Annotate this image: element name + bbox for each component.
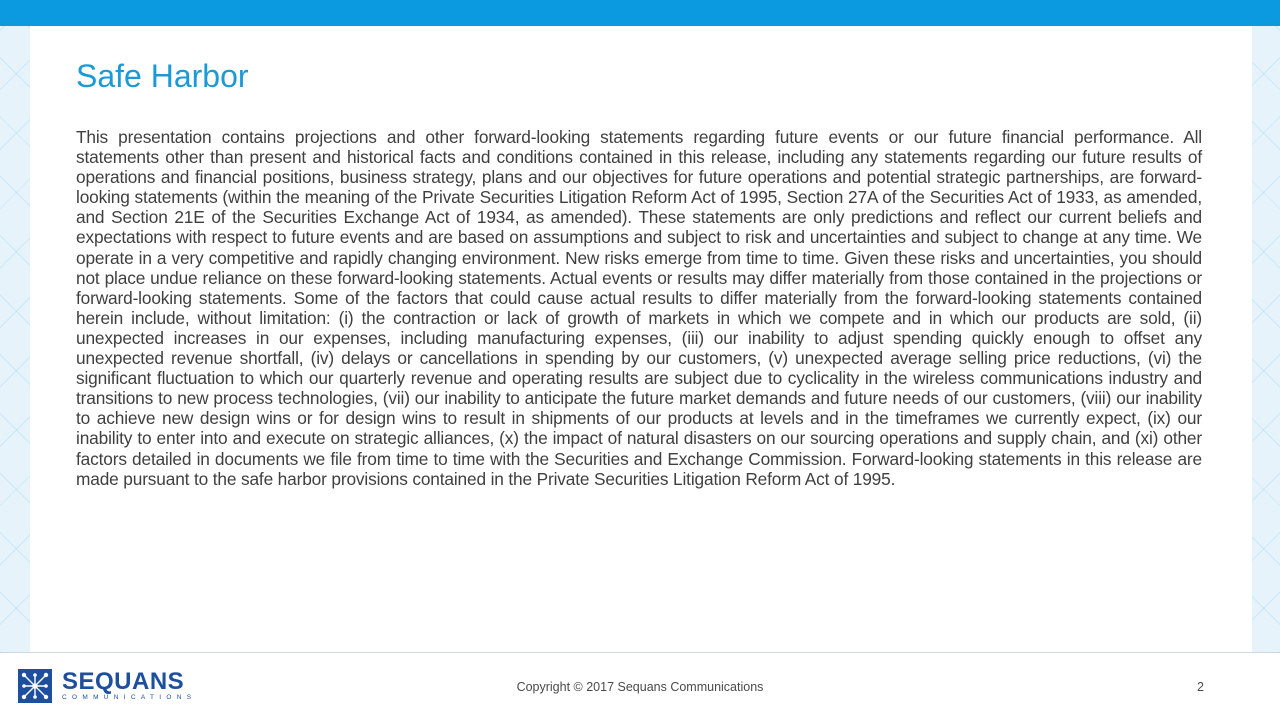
top-accent-band [0,0,1280,26]
logo-tagline: COMMUNICATIONS [62,694,197,701]
page-number: 2 [1197,680,1204,694]
logo-wordmark: SEQUANS [62,668,185,695]
copyright-text: Copyright © 2017 Sequans Communications [516,680,764,694]
page-title: Safe Harbor [76,58,249,94]
footer-divider [0,652,1280,653]
safe-harbor-body-text: This presentation contains projections and other forward-looking statements regarding future events or our future financial performance. All statements other than present and historical facts and conditions contained in this release, including any statements regarding our future results of operations and financial positions, business strategy, plans and our objectives for future operations and potential strategic partnerships, are forward-looking statements (within the meaning of the Private Securities Litigation Reform Act of 1995, Section 27A of the Securities Act of 1933, as amended, and Section 21E of the Securities Exchange Act of 1934, as amended). These statements are only predictions and reflect our current beliefs and expectations with respect to future events and are based on assumptions and subject to risk and uncertainties and subject to change at any time. We operate in a very competitive and rapidly changing environment. New risks emerge from time to time. Given these risks and uncertainties, you should not place undue reliance on these forward-looking statements. Actual events or results may differ materially from those contained in the projections or forward-looking statements. Some of the factors that could cause actual results to differ materially from the forward-looking statements contained herein include, without limitation: (i) the contraction or lack of growth of markets in which we compete and in which our products are sold, (ii) unexpected increases in our expenses, including manufacturing expenses, (iii) our inability to adjust spending quickly enough to offset any unexpected revenue shortfall, (iv) delays or cancellations in spending by our customers, (v) unexpected average selling price reductions, (vi) the significant fluctuation to which our quarterly revenue and operating results are subject due to cyclicality in the wireless communications industry and transitions to new process technologies, (vii) our inability to anticipate the future market demands and future needs of our customers, (viii) our inability to achieve new design wins or for design wins to result in shipments of our products at levels and in the timeframes we currently expect, (ix) our inability to enter into and execute on strategic alliances, (x) the impact of natural disasters on our sourcing operations and supply chain, and (xi) other factors detailed in documents we file from time to time with the Securities and Exchange Commission. Forward-looking statements in this release are made pursuant to the safe harbor provisions contained in the Private Securities Litigation Reform Act of 1995. [76,127,1202,489]
